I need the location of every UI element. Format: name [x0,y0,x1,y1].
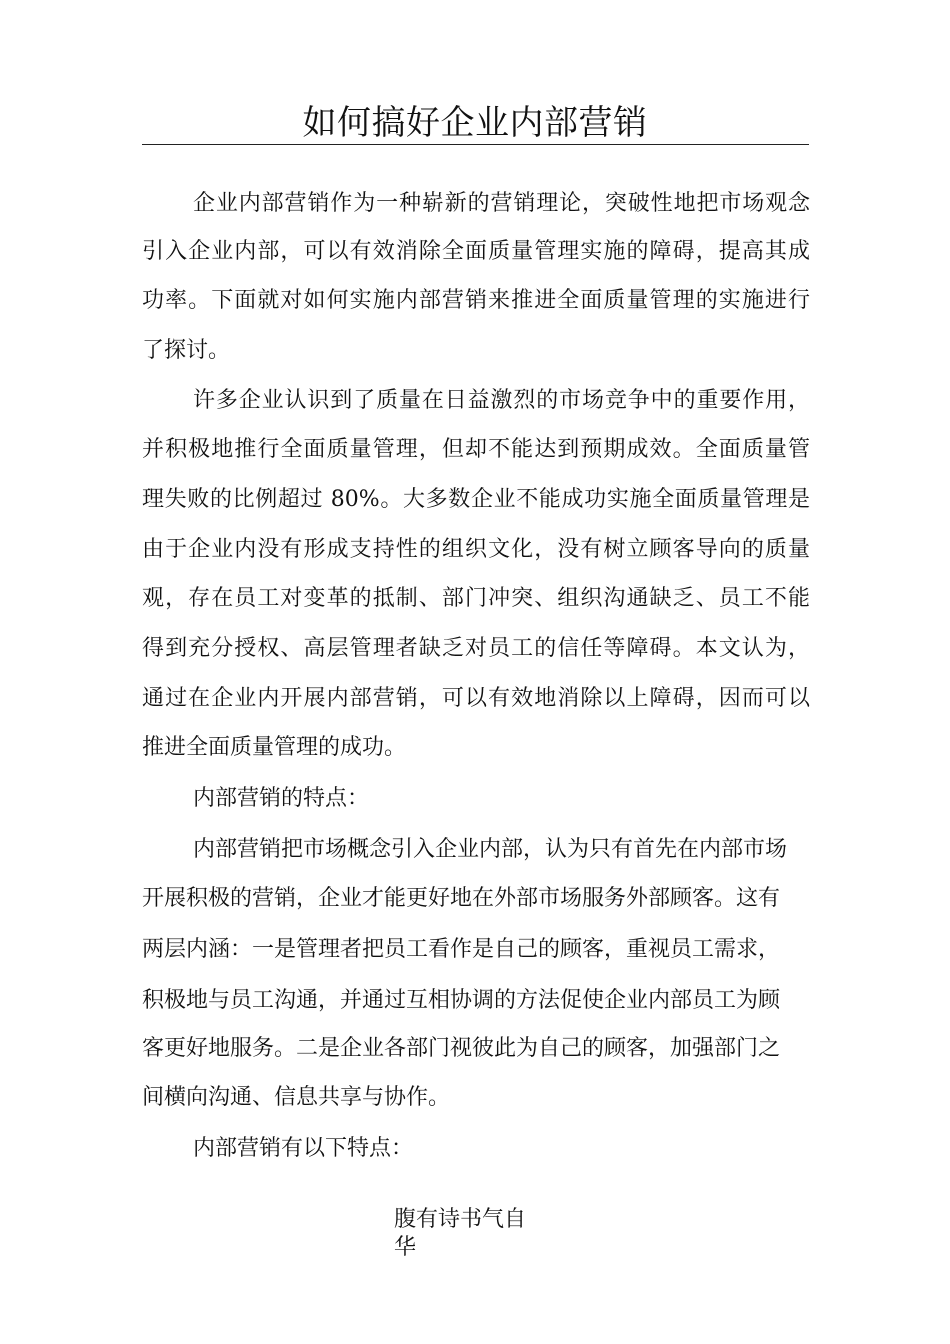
title-underline [142,144,809,145]
paragraph-2-line-7: 通过在企业内开展内部营销，可以有效地消除以上障碍，因而可以 [142,686,810,711]
section-heading-features: 内部营销的特点： [193,786,370,811]
paragraph-2-line-3: 理失败的比例超过 80%。大多数企业不能成功实施全面质量管理是 [142,487,810,512]
paragraph-1-line-4: 了探讨。 [142,338,231,363]
paragraph-1-line-1: 企业内部营销作为一种崭新的营销理论，突破性地把市场观念 [193,191,810,216]
document-title: 如何搞好企业内部营销 [302,103,648,143]
paragraph-3-line-1: 内部营销把市场概念引入企业内部，认为只有首先在内部市场 [193,837,788,862]
footer-quote-line-2: 华 [394,1235,417,1260]
paragraph-1-line-2: 引入企业内部，可以有效消除全面质量管理实施的障碍，提高其成 [142,239,810,264]
paragraph-3-line-5: 客更好地服务。二是企业各部门视彼此为自己的顾客，加强部门之 [142,1036,781,1061]
paragraph-3-line-4: 积极地与员工沟通，并通过互相协调的方法促使企业内部员工为顾 [142,988,781,1013]
paragraph-2-line-4: 由于企业内没有形成支持性的组织文化，没有树立顾客导向的质量 [142,537,810,562]
paragraph-3-line-2: 开展积极的营销，企业才能更好地在外部市场服务外部顾客。这有 [142,886,781,911]
paragraph-2-line-5: 观，存在员工对变革的抵制、部门冲突、组织沟通缺乏、员工不能 [142,586,810,611]
section-heading-list-intro: 内部营销有以下特点： [193,1136,414,1161]
paragraph-2-line-1: 许多企业认识到了质量在日益激烈的市场竞争中的重要作用， [193,388,810,413]
paragraph-2-line-6: 得到充分授权、高层管理者缺乏对员工的信任等障碍。本文认为， [142,636,810,661]
paragraph-1-line-3: 功率。下面就对如何实施内部营销来推进全面质量管理的实施进行 [142,288,810,313]
paragraph-3-line-6: 间横向沟通、信息共享与协作。 [142,1085,451,1110]
footer-quote [394,1206,554,1262]
footer-quote-line-1: 腹有诗书气自 [394,1207,527,1232]
paragraph-3-line-3: 两层内涵：一是管理者把员工看作是自己的顾客，重视员工需求， [142,937,781,962]
paragraph-2-line-2: 并积极地推行全面质量管理，但却不能达到预期成效。全面质量管 [142,437,810,462]
paragraph-2-line-8: 推进全面质量管理的成功。 [142,735,407,760]
